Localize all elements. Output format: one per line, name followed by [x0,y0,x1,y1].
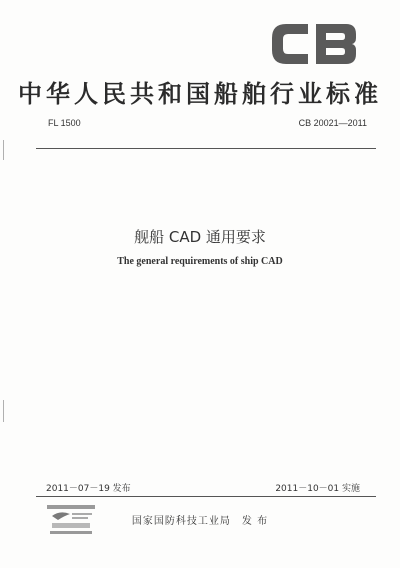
document-title-english: The general requirements of ship CAD [117,256,283,267]
standard-number: CB 20021—2011 [298,118,367,128]
issue-date: 2011－07－19 发布 [46,484,131,494]
implementation-date: 2011－10－01 实施 [275,484,360,494]
scan-edge-mark [3,140,4,160]
publisher: 国家国防科技工业局 发 布 [131,516,269,527]
scan-edge-mark [3,400,4,422]
cb-logo [268,22,360,66]
classification-code: FL 1500 [48,118,81,128]
standard-category-title: 中华人民共和国船舶行业标准 [18,80,382,108]
footer-divider [36,496,376,497]
header-divider [36,148,376,149]
document-title-chinese: 舰船 CAD 通用要求 [134,228,266,246]
